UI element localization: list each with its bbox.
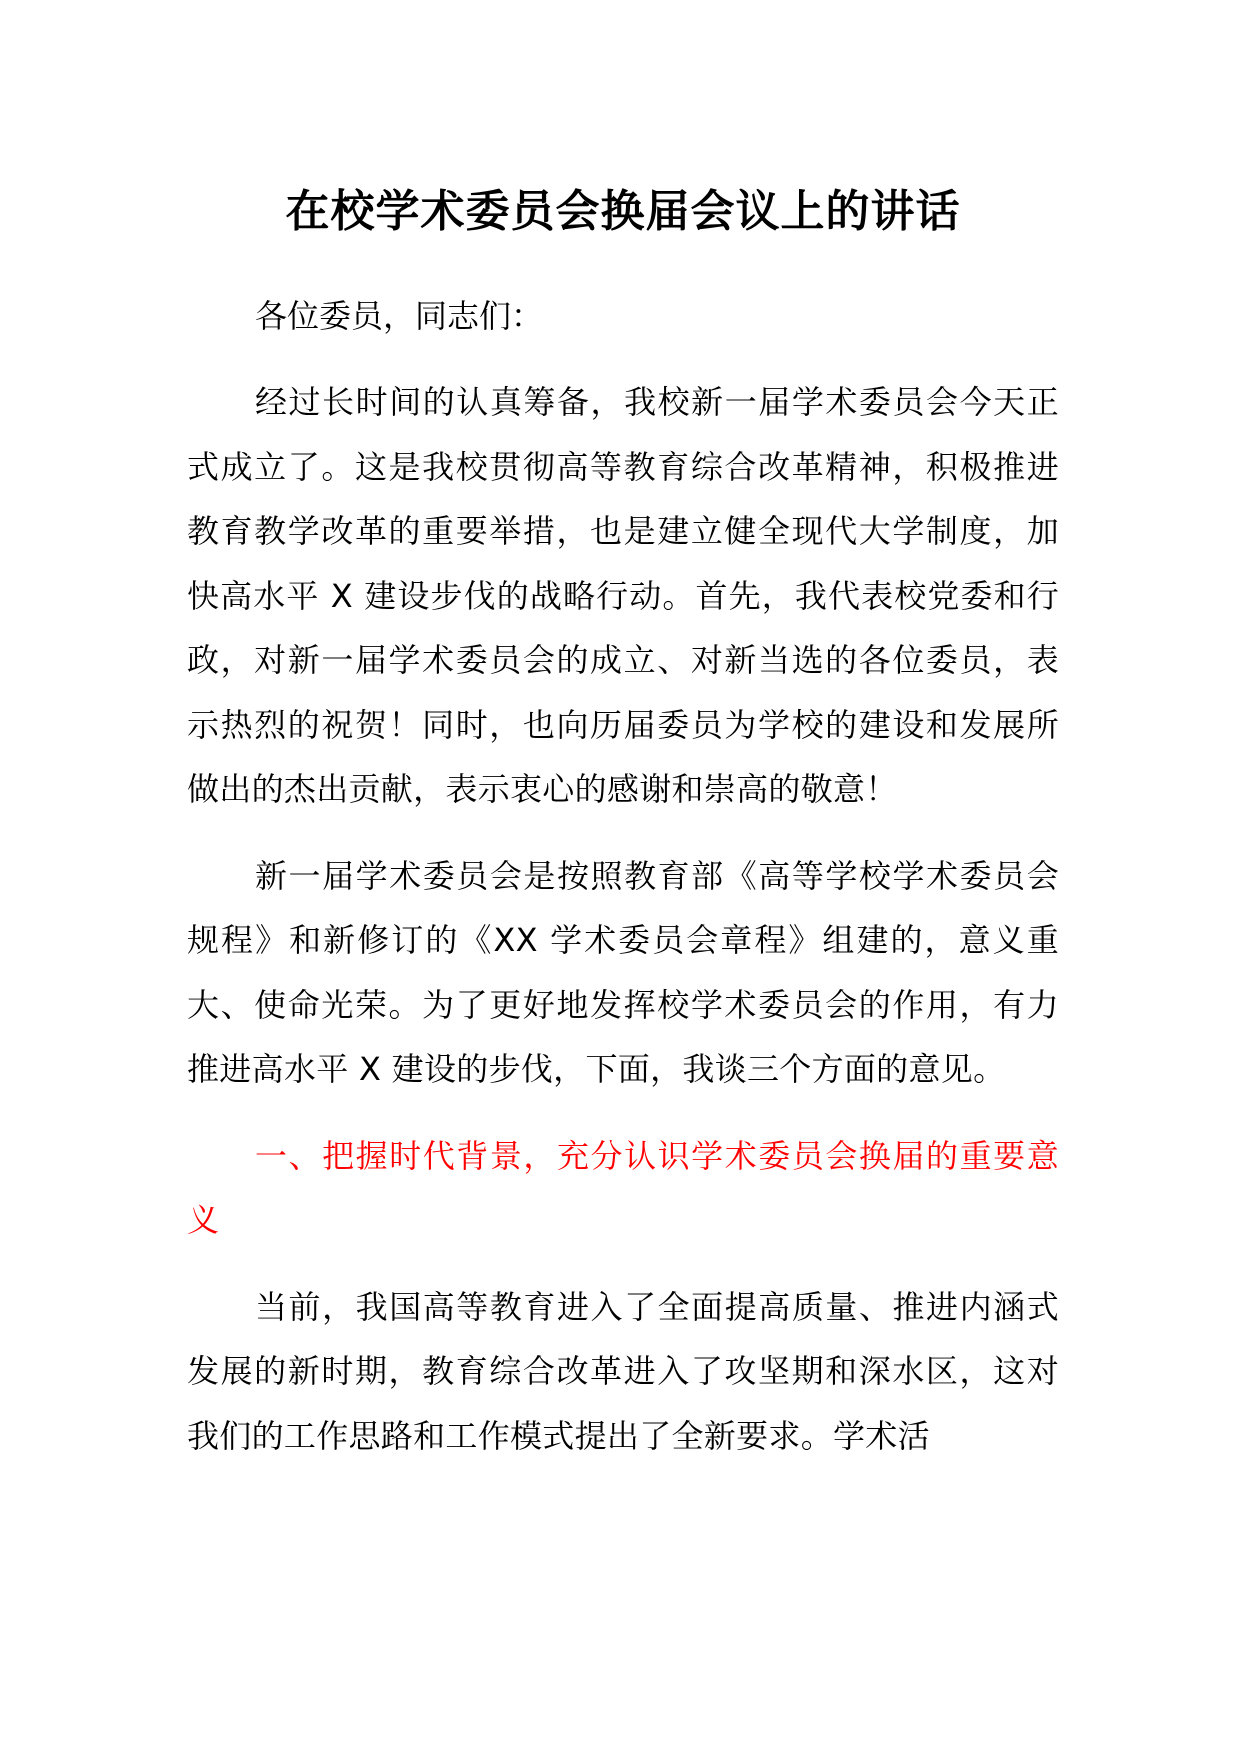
paragraph-committee: 新一届学术委员会是按照教育部《高等学校学术委员会规程》和新修订的《XX 学术委员会章程》组建的，意义重大、使命光荣。为了更好地发挥校学术委员会的作用，有力推进高水平 X 建设的步伐，下面，我谈三个方面的意见。 [187, 856, 1059, 1088]
document-title: 在校学术委员会换届会议上的讲话 [285, 186, 961, 237]
document-page [187, 180, 1059, 1468]
paragraph-section-1: 当前，我国高等教育进入了全面提高质量、推进内涵式发展的新时期，教育综合改革进入了攻坚期和深水区，这对我们的工作思路和工作模式提出了全新要求。学术活 [187, 1287, 1059, 1455]
section-heading-1: 一、把握时代背景，充分认识学术委员会换届的重要意义 [187, 1136, 1059, 1239]
paragraph-opening: 经过长时间的认真筹备，我校新一届学术委员会今天正式成立了。这是我校贯彻高等教育综合改革精神，积极推进教育教学改革的重要举措，也是建立健全现代大学制度，加快高水平 X 建设步伐的战略行动。首先，我代表校党委和行政，对新一届学术委员会的成立、对新当选的各位委员，表示热烈的祝贺！同时，也向历届委员为学校的建设和发展所做出的杰出贡献，表示衷心的感谢和崇高的敬意！ [187, 383, 1059, 808]
salutation: 各位委员，同志们： [255, 297, 544, 335]
